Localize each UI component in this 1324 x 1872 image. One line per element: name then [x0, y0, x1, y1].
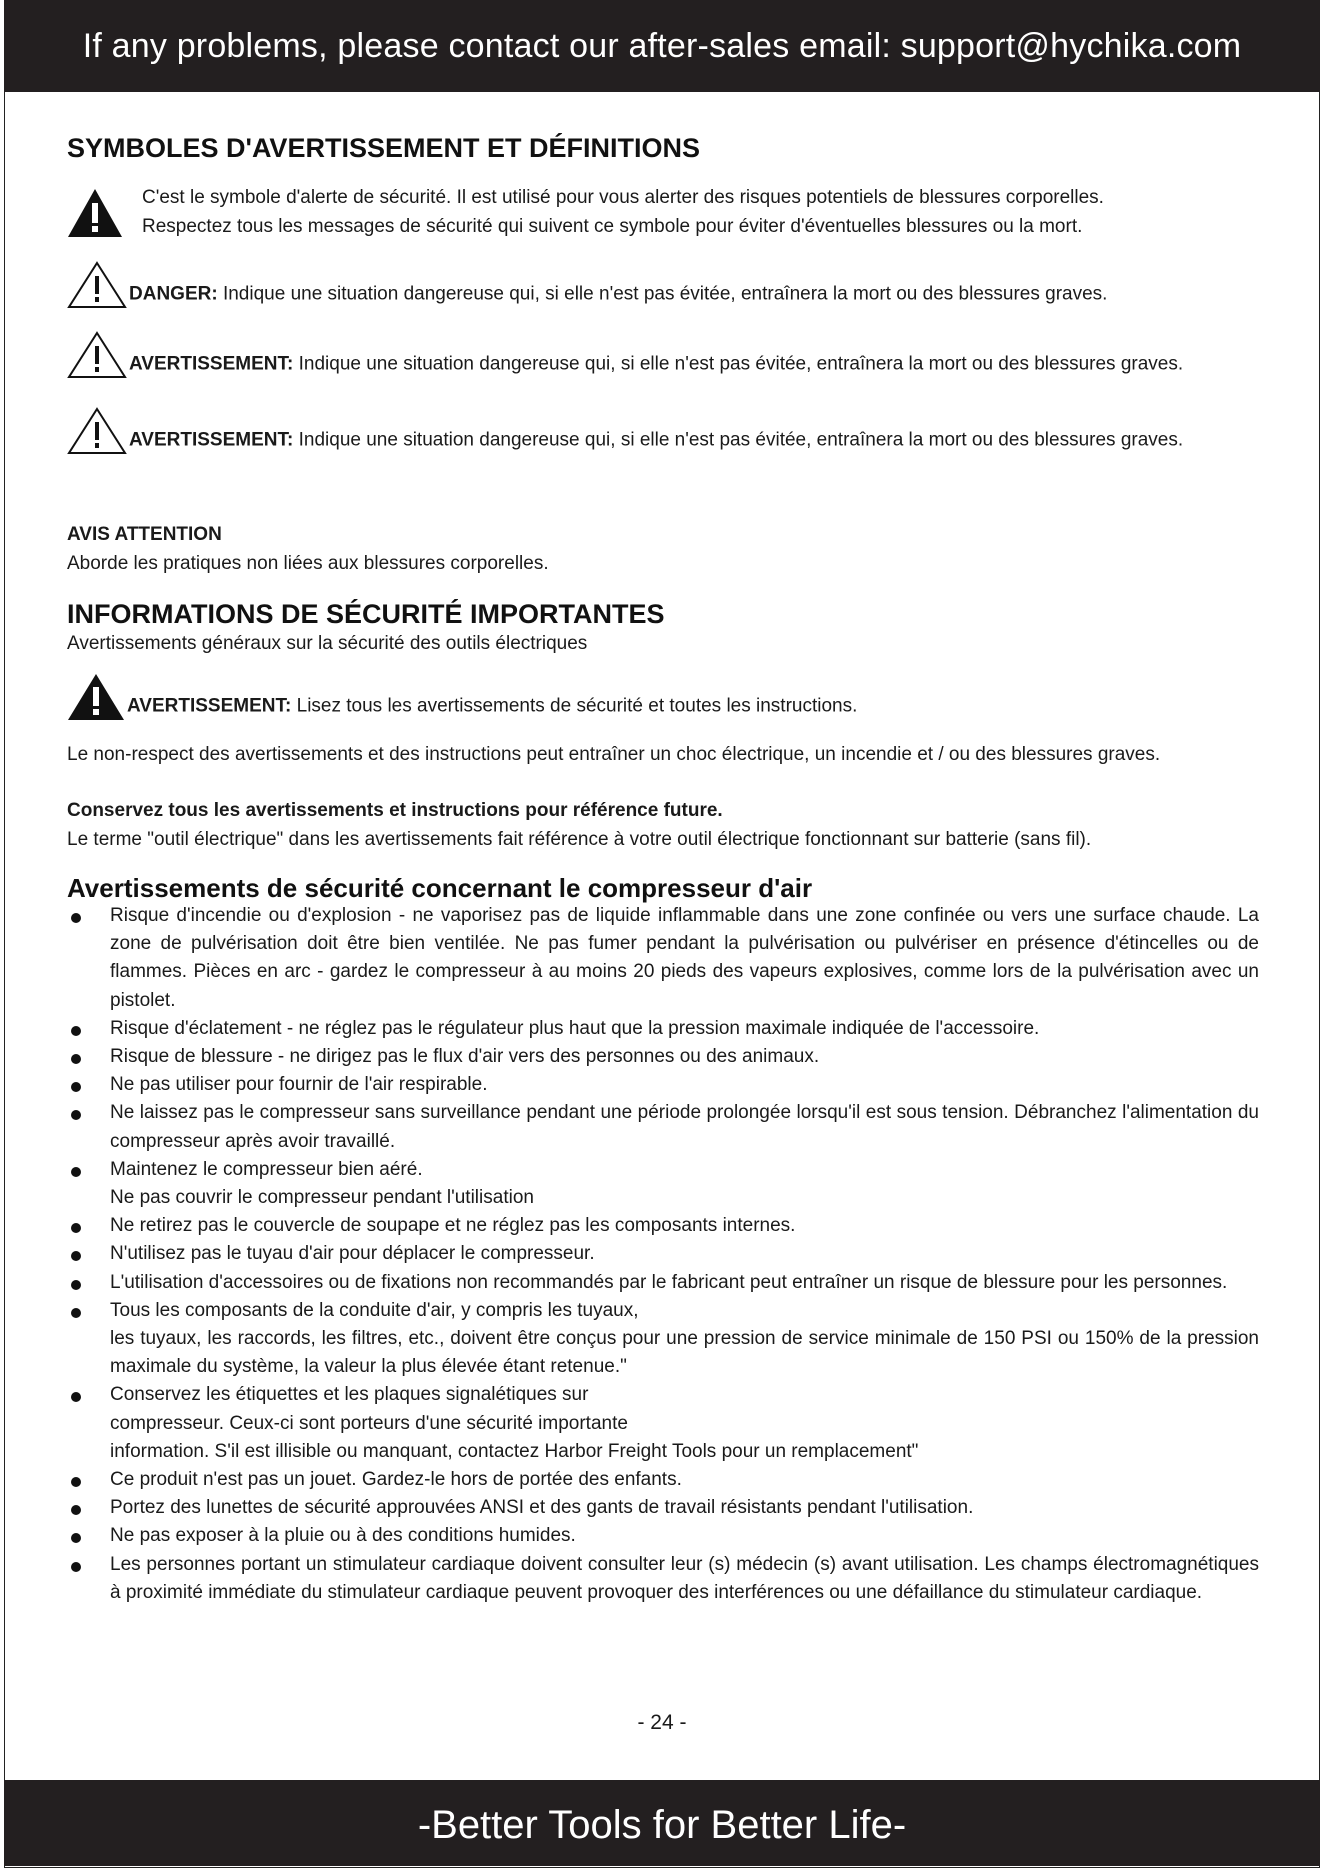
safety-alert-filled-icon: [67, 188, 123, 238]
list-item: Risque de blessure - ne dirigez pas le flux d'air vers des personnes ou des animaux.: [67, 1043, 1259, 1071]
section-title-symbols: SYMBOLES D'AVERTISSEMENT ET DÉFINITIONS: [67, 133, 700, 163]
warning-outline-icon: [67, 331, 127, 379]
notice-text: Aborde les pratiques non liées aux blessures corporelles.: [67, 552, 549, 574]
list-item: compresseur. Ceux-ci sont porteurs d'une sécurité importante: [110, 1412, 628, 1434]
warning-definition-1: [67, 331, 1259, 379]
list-item: Risque d'incendie ou d'explosion - ne vaporisez pas de liquide inflammable dans une zone confinée ou vers une surface chaude. La zone de pulvérisation doit être bien ventilée. Ne pas fumer pendant la pulvérisation ou pulvériser en présence d'étincelles ou de flammes. Pièces en arc - gardez le compresseur à au moins 20 pieds des vapeurs explosives, comme lors de la pulvérisation avec un pistolet.: [67, 902, 1259, 1015]
list-item: L'utilisation d'accessoires ou de fixations non recommandés par le fabricant peut entraîner un risque de blessure pour les personnes.: [67, 1269, 1259, 1297]
danger-outline-icon: [67, 261, 127, 309]
list-item: Tous les composants de la conduite d'air, y compris les tuyaux,: [67, 1297, 1259, 1325]
list-item: Maintenez le compresseur bien aéré.: [67, 1156, 1259, 1184]
list-item: Ne pas exposer à la pluie ou à des conditions humides.: [67, 1522, 1259, 1550]
alert-line-2: Respectez tous les messages de sécurité qui suivent ce symbole pour éviter d'éventuelles blessures ou la mort.: [142, 215, 1083, 237]
list-item: Ne retirez pas le couvercle de soupape et ne réglez pas les composants internes.: [67, 1212, 1259, 1240]
warning-label-1: AVERTISSEMENT:: [129, 353, 294, 375]
list-item: Ne pas couvrir le compresseur pendant l'utilisation: [110, 1187, 534, 1209]
compressor-warnings-list: [67, 902, 1259, 1607]
list-item: Conservez les étiquettes et les plaques signalétiques sur: [67, 1381, 1259, 1409]
alert-line-1: C'est le symbole d'alerte de sécurité. Il est utilisé pour vous alerter des risques potentiels de blessures corporelles.: [142, 187, 1104, 208]
safety-alert-definition: [67, 184, 1259, 241]
list-item: Portez des lunettes de sécurité approuvées ANSI et des gants de travail résistants pendant l'utilisation.: [67, 1494, 1259, 1522]
list-item: information. S'il est illisible ou manquant, contactez Harbor Freight Tools pour un remplacement": [110, 1440, 919, 1462]
warning-definition-2: [67, 407, 1259, 455]
page-content: [67, 132, 1259, 1607]
section-title-compressor: Avertissements de sécurité concernant le compresseur d'air: [67, 873, 813, 903]
danger-text: Indique une situation dangereuse qui, si elle n'est pas évitée, entraînera la mort ou des blessures graves.: [217, 283, 1108, 305]
safety-alert-filled-icon: [67, 673, 125, 721]
footer-slogan: -Better Tools for Better Life-: [417, 1803, 907, 1847]
keep-instructions-title: Conservez tous les avertissements et instructions pour référence future.: [67, 800, 723, 821]
general-warning-text: Lisez tous les avertissements de sécurité et toutes les instructions.: [291, 695, 858, 716]
danger-label: DANGER:: [129, 283, 218, 305]
notice-label: AVIS ATTENTION: [67, 524, 222, 545]
warning-text-1: Indique une situation dangereuse qui, si elle n'est pas évitée, entraînera la mort ou des blessures graves.: [293, 353, 1184, 375]
list-item: les tuyaux, les raccords, les filtres, etc., doivent être conçus pour une pression de service minimale de 150 PSI ou 150% de la pression maximale du système, la valeur la plus élevée étant retenue.": [110, 1328, 1259, 1378]
general-warning-label: AVERTISSEMENT:: [127, 695, 292, 716]
warning-outline-icon: [67, 407, 127, 455]
list-item: Risque d'éclatement - ne réglez pas le régulateur plus haut que la pression maximale indiquée de l'accessoire.: [67, 1015, 1259, 1043]
danger-definition: [67, 261, 1259, 309]
non-compliance-paragraph: Le non-respect des avertissements et des instructions peut entraîner un choc électrique, un incendie et / ou des blessures graves.: [67, 743, 1161, 765]
header-bar: [4, 0, 1320, 92]
list-item: Ne pas utiliser pour fournir de l'air respirable.: [67, 1071, 1259, 1099]
warning-label-2: AVERTISSEMENT:: [129, 429, 294, 451]
section-title-important-info: INFORMATIONS DE SÉCURITÉ IMPORTANTES: [67, 599, 665, 629]
header-contact-text: If any problems, please contact our after-sales email: support@hychika.com: [82, 27, 1242, 65]
list-item: N'utilisez pas le tuyau d'air pour déplacer le compresseur.: [67, 1240, 1259, 1268]
list-item: Ce produit n'est pas un jouet. Gardez-le hors de portée des enfants.: [67, 1466, 1259, 1494]
warning-text-2: Indique une situation dangereuse qui, si elle n'est pas évitée, entraînera la mort ou des blessures graves.: [293, 429, 1184, 451]
general-warning: [67, 673, 1259, 721]
section-subtitle-power-tools: Avertissements généraux sur la sécurité des outils électriques: [67, 633, 588, 654]
list-item: Les personnes portant un stimulateur cardiaque doivent consulter leur (s) médecin (s) avant utilisation. Les champs électromagnétiques à proximité immédiate du stimulateur cardiaque peuvent provoquer des interférences ou une défaillance du stimulateur cardiaque.: [67, 1551, 1259, 1607]
page-number: - 24 -: [637, 1711, 687, 1734]
list-item: Ne laissez pas le compresseur sans surveillance pendant une période prolongée lorsqu'il est sous tension. Débranchez l'alimentation du compresseur après avoir travaillé.: [67, 1099, 1259, 1155]
power-tool-term-paragraph: Le terme "outil électrique" dans les avertissements fait référence à votre outil électrique fonctionnant sur batterie (sans fil).: [67, 828, 1092, 850]
footer-bar: [4, 1780, 1320, 1866]
